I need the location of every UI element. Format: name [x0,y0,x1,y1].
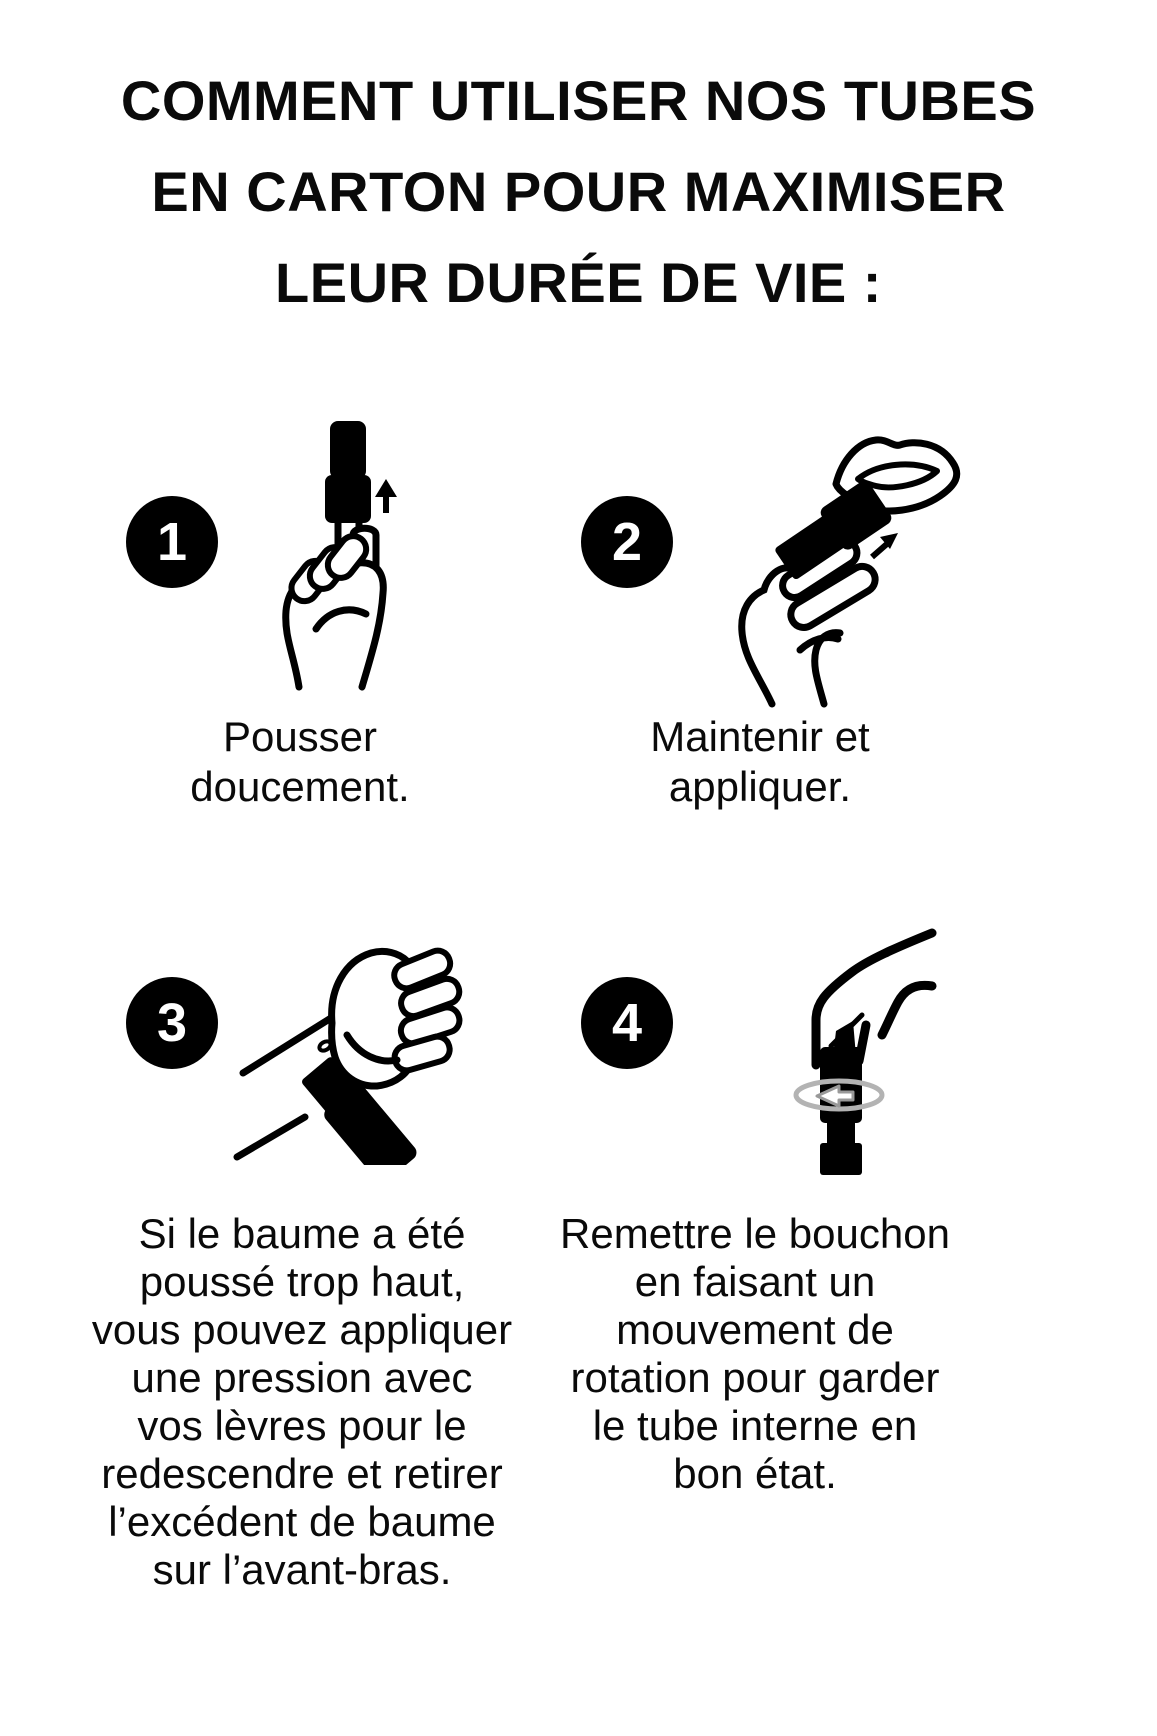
step-4-number-badge [581,977,673,1069]
page-title-line-2: EN CARTON POUR MAXIMISER [151,160,1006,223]
hold-tube-apply-to-lips-icon [700,390,1030,720]
page-title-line-3: LEUR DURÉE DE VIE : [275,251,882,314]
step-1-number: 1 [156,512,188,572]
page-title [0,55,1157,328]
step-2-caption: Maintenir et appliquer. [650,713,870,810]
push-tube-up-hand-icon [258,383,426,691]
press-tube-on-forearm-icon [225,865,505,1165]
step-1-number-badge [126,496,218,588]
step-2-number-badge [581,496,673,588]
step-3-number-badge [126,977,218,1069]
step-2-number: 2 [611,512,643,572]
step-4-caption: Remettre le bouchon en faisant un mouvement de rotation pour garder le tube interne en bon état. [560,1210,950,1497]
step-4-number: 4 [611,993,643,1053]
step-3-number: 3 [156,993,188,1053]
step-3-caption: Si le baume a été poussé trop haut, vous pouvez appliquer une pression avec vos lèvres pour le redescendre et retirer l’excédent de baume sur l’avant-bras. [91,1210,513,1593]
page-title-line-1: COMMENT UTILISER NOS TUBES [120,69,1037,132]
step-1-caption: Pousser doucement. [190,713,410,810]
recap-tube-rotation-icon [690,855,970,1175]
